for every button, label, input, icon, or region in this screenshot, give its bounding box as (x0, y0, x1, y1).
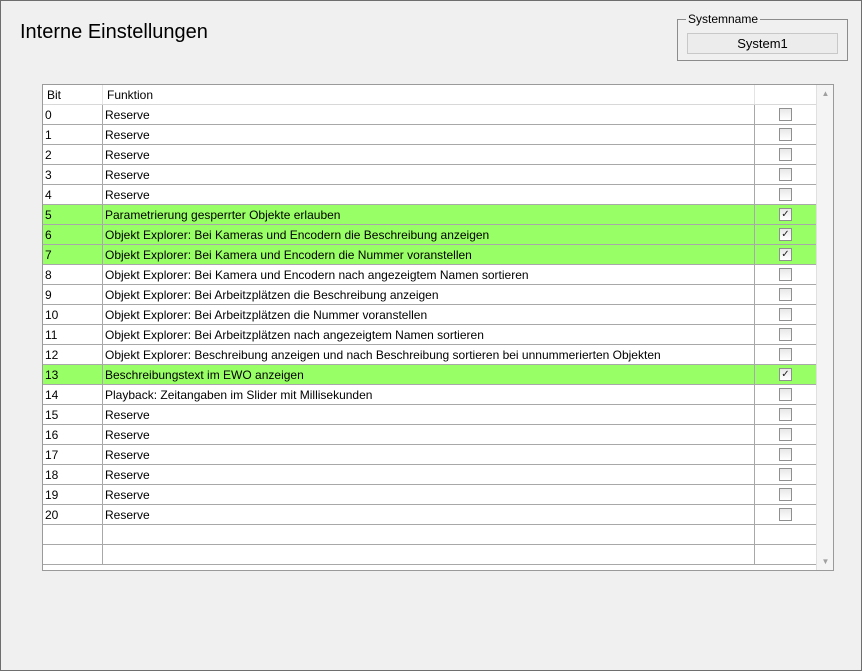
cell-bit: 13 (45, 368, 59, 382)
checkbox-icon[interactable]: ✓ (779, 248, 792, 261)
scroll-down-arrow-icon[interactable]: ▼ (821, 557, 830, 566)
table-row[interactable] (43, 165, 816, 185)
cell-function: Playback: Zeitangaben im Slider mit Millisekunden (105, 388, 373, 402)
cell-bit: 19 (45, 488, 59, 502)
cell-function: Beschreibungstext im EWO anzeigen (105, 368, 304, 382)
systemname-legend: Systemname (688, 12, 759, 26)
checkbox-icon[interactable] (779, 348, 792, 361)
table-row[interactable] (43, 125, 816, 145)
vertical-scrollbar[interactable] (816, 85, 834, 570)
checkbox-icon[interactable] (779, 108, 792, 121)
cell-function: Reserve (105, 188, 150, 202)
cell-function: Objekt Explorer: Bei Arbeitzplätzen nach angezeigtem Namen sortieren (105, 328, 484, 342)
header-bit[interactable]: Bit (47, 88, 62, 102)
table-row[interactable] (43, 325, 816, 345)
table-row[interactable] (43, 205, 816, 225)
checkbox-icon[interactable] (779, 308, 792, 321)
table-row[interactable] (43, 105, 816, 125)
cell-function: Objekt Explorer: Bei Kameras und Encodern die Beschreibung anzeigen (105, 228, 490, 242)
cell-function: Objekt Explorer: Bei Kamera und Encodern nach angezeigtem Namen sortieren (105, 268, 529, 282)
systemname-field[interactable]: System1 (687, 33, 838, 54)
page-title: Interne Einstellungen (20, 21, 208, 43)
checkbox-icon[interactable] (779, 448, 792, 461)
empty-row (43, 545, 816, 565)
table-row[interactable] (43, 245, 816, 265)
cell-function: Reserve (105, 148, 150, 162)
table-row[interactable] (43, 345, 816, 365)
table-row[interactable] (43, 225, 816, 245)
cell-bit: 4 (45, 188, 52, 202)
checkbox-icon[interactable] (779, 408, 792, 421)
cell-bit: 12 (45, 348, 59, 362)
table-body (43, 105, 816, 565)
cell-function: Objekt Explorer: Bei Arbeitzplätzen die Nummer voranstellen (105, 308, 428, 322)
cell-function: Objekt Explorer: Bei Arbeitzplätzen die Beschreibung anzeigen (105, 288, 439, 302)
table-row[interactable] (43, 145, 816, 165)
cell-bit: 15 (45, 408, 59, 422)
cell-bit: 16 (45, 428, 59, 442)
checkbox-icon[interactable] (779, 188, 792, 201)
checkbox-icon[interactable] (779, 468, 792, 481)
cell-bit: 20 (45, 508, 59, 522)
cell-function: Parametrierung gesperrter Objekte erlauben (105, 208, 341, 222)
checkbox-icon[interactable] (779, 488, 792, 501)
cell-function: Reserve (105, 428, 150, 442)
table-row[interactable] (43, 425, 816, 445)
header-function[interactable]: Funktion (107, 88, 154, 102)
table-row[interactable] (43, 405, 816, 425)
cell-bit: 9 (45, 288, 52, 302)
table-row[interactable] (43, 365, 816, 385)
scroll-up-arrow-icon[interactable]: ▲ (821, 89, 830, 98)
cell-bit: 6 (45, 228, 52, 242)
systemname-group (677, 12, 848, 61)
checkbox-icon[interactable] (779, 288, 792, 301)
checkbox-icon[interactable] (779, 128, 792, 141)
checkbox-icon[interactable] (779, 148, 792, 161)
cell-bit: 11 (45, 328, 58, 342)
table-row[interactable] (43, 465, 816, 485)
cell-function: Reserve (105, 508, 150, 522)
checkbox-icon[interactable]: ✓ (779, 368, 792, 381)
checkbox-icon[interactable] (779, 168, 792, 181)
settings-table (42, 84, 834, 571)
table-header (43, 85, 816, 105)
empty-row (43, 525, 816, 545)
cell-bit: 14 (45, 388, 59, 402)
table-row[interactable] (43, 445, 816, 465)
table-row[interactable] (43, 485, 816, 505)
cell-function: Reserve (105, 108, 150, 122)
checkbox-icon[interactable] (779, 328, 792, 341)
cell-function: Reserve (105, 448, 150, 462)
cell-function: Reserve (105, 468, 150, 482)
checkbox-icon[interactable] (779, 268, 792, 281)
checkbox-icon[interactable] (779, 388, 792, 401)
table-row[interactable] (43, 505, 816, 525)
cell-bit: 5 (45, 208, 52, 222)
cell-function: Objekt Explorer: Beschreibung anzeigen und nach Beschreibung sortieren bei unnummerierten Objekten (105, 348, 661, 362)
table-row[interactable] (43, 305, 816, 325)
cell-bit: 10 (45, 308, 59, 322)
cell-bit: 3 (45, 168, 52, 182)
checkbox-icon[interactable]: ✓ (779, 208, 792, 221)
table-row[interactable] (43, 265, 816, 285)
cell-function: Objekt Explorer: Bei Kamera und Encodern die Nummer voranstellen (105, 248, 472, 262)
cell-function: Reserve (105, 488, 150, 502)
cell-bit: 2 (45, 148, 52, 162)
cell-bit: 17 (45, 448, 59, 462)
table-row[interactable] (43, 285, 816, 305)
cell-bit: 1 (45, 128, 52, 142)
checkbox-icon[interactable] (779, 428, 792, 441)
cell-function: Reserve (105, 168, 150, 182)
cell-function: Reserve (105, 128, 150, 142)
cell-bit: 18 (45, 468, 59, 482)
checkbox-icon[interactable] (779, 508, 792, 521)
cell-bit: 0 (45, 108, 52, 122)
table-row[interactable] (43, 185, 816, 205)
table-row[interactable] (43, 385, 816, 405)
checkbox-icon[interactable]: ✓ (779, 228, 792, 241)
cell-bit: 7 (45, 248, 52, 262)
cell-function: Reserve (105, 408, 150, 422)
cell-bit: 8 (45, 268, 52, 282)
